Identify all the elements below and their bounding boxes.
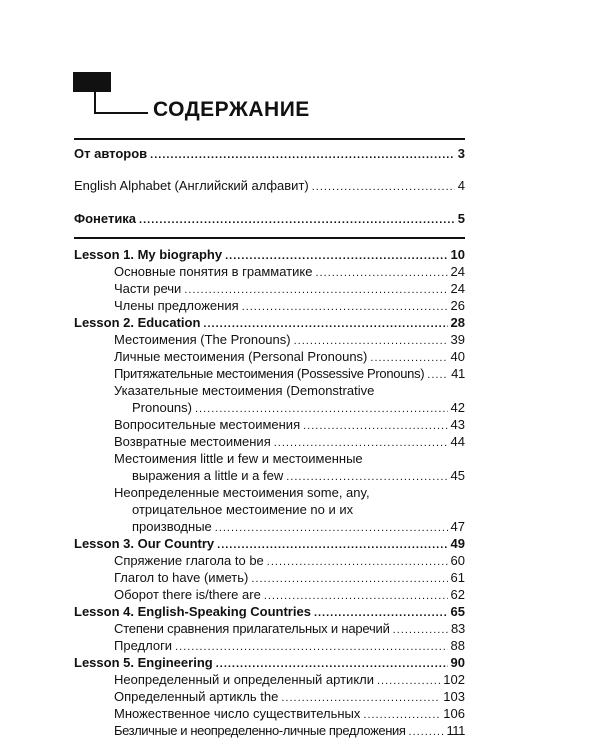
toc-entry-title: Степени сравнения прилагательных и наречий <box>114 621 390 636</box>
toc-entry-title: Спряжение глагола to be <box>114 553 264 568</box>
toc-entry-title: Неопределенный и определенный артикли <box>114 672 374 687</box>
contents-heading: СОДЕРЖАНИЕ <box>153 98 310 121</box>
toc-entry-title-line1: Местоимения little и few и местоименные <box>114 451 363 466</box>
toc-entry-page: 26 <box>450 298 465 313</box>
toc-entry-title: Вопросительные местоимения <box>114 417 301 432</box>
toc-entry-page: 4 <box>457 178 465 193</box>
toc-entry-page: 90 <box>450 655 465 670</box>
toc-entry-title: Возвратные местоимения <box>114 434 271 449</box>
toc-entry-title: Фонетика <box>74 211 137 226</box>
toc-entry-title: Lesson 5. Engineering <box>74 655 213 670</box>
toc-entry-page: 24 <box>450 264 465 279</box>
toc-entry-title: Lesson 2. Education <box>74 315 201 330</box>
toc-entry[interactable] <box>74 145 465 164</box>
toc-entry-title-line2: отрицательное местоимение no и их <box>132 502 354 517</box>
toc-entry-title: Члены предложения <box>114 298 239 313</box>
toc-entry[interactable] <box>74 177 465 196</box>
toc-entry-title-line1: Неопределенные местоимения some, any, <box>114 485 370 500</box>
toc-entry-title: Lesson 4. English-Speaking Countries <box>74 604 311 619</box>
toc-entry-title: Части речи <box>114 281 182 296</box>
toc-entry-title: выражения a little и a few <box>132 468 284 483</box>
toc-entry-page: 83 <box>450 621 465 636</box>
toc-entry-page: 106 <box>443 706 465 721</box>
toc-entry-title: Притяжательные местоимения (Possessive Pronouns) <box>114 366 425 381</box>
toc-entry-page: 49 <box>450 536 465 551</box>
toc-entry-page: 43 <box>450 417 465 432</box>
toc-entry-title: Множественное число существительных <box>114 706 361 721</box>
toc-entry-page: 40 <box>450 349 465 364</box>
toc-entry-page: 42 <box>450 400 465 415</box>
toc-entry-page: 28 <box>450 315 465 330</box>
corner-vertical-line <box>94 92 96 114</box>
toc-entry-title: Местоимения (The Pronouns) <box>114 332 291 347</box>
toc-entry-page: 10 <box>450 247 465 262</box>
toc-entry-page: 61 <box>450 570 465 585</box>
toc-entry[interactable] <box>74 210 465 229</box>
corner-block-decoration <box>73 72 111 92</box>
mid-divider <box>74 237 465 239</box>
toc-entry-title: Lesson 1. My biography <box>74 247 223 262</box>
toc-entry-title: производные <box>132 519 212 534</box>
toc-entry-page: 111 <box>446 723 465 738</box>
toc-entry-title: Предлоги <box>114 638 173 653</box>
toc-entry-title: Оборот there is/there are <box>114 587 261 602</box>
toc-entry-page: 24 <box>450 281 465 296</box>
toc-entry-page: 47 <box>450 519 465 534</box>
toc-entry-title: Безличные и неопределенно-личные предложения <box>114 723 406 738</box>
toc-entry-title: Lesson 3. Our Country <box>74 536 215 551</box>
toc-entry-page: 3 <box>457 146 465 161</box>
toc-entry-page: 41 <box>451 366 465 381</box>
toc-entry-title: Основные понятия в грамматике <box>114 264 313 279</box>
toc-entry-title: Личные местоимения (Personal Pronouns) <box>114 349 368 364</box>
toc-entry-page: 102 <box>443 672 465 687</box>
toc-entry-title: Глагол to have (иметь) <box>114 570 249 585</box>
toc-entry-title-line1: Указательные местоимения (Demonstrative <box>114 383 375 398</box>
toc-subentry[interactable] <box>114 722 465 741</box>
toc-entry-page: 60 <box>450 553 465 568</box>
toc-entry-page: 65 <box>450 604 465 619</box>
toc-entry-page: 88 <box>450 638 465 653</box>
toc-entry-page: 103 <box>443 689 465 704</box>
toc-entry-page: 62 <box>450 587 465 602</box>
toc-entry-title: English Alphabet (Английский алфавит) <box>74 178 309 193</box>
toc-entry-title: От авторов <box>74 146 148 161</box>
toc-entry-title: Pronouns) <box>132 400 192 415</box>
toc-entry-page: 44 <box>450 434 465 449</box>
toc-entry-title: Определенный артикль the <box>114 689 279 704</box>
top-divider <box>74 138 465 140</box>
toc-entry-page: 39 <box>450 332 465 347</box>
corner-horizontal-line <box>94 112 148 114</box>
toc-entry-page: 5 <box>457 211 465 226</box>
toc-entry-page: 45 <box>450 468 465 483</box>
